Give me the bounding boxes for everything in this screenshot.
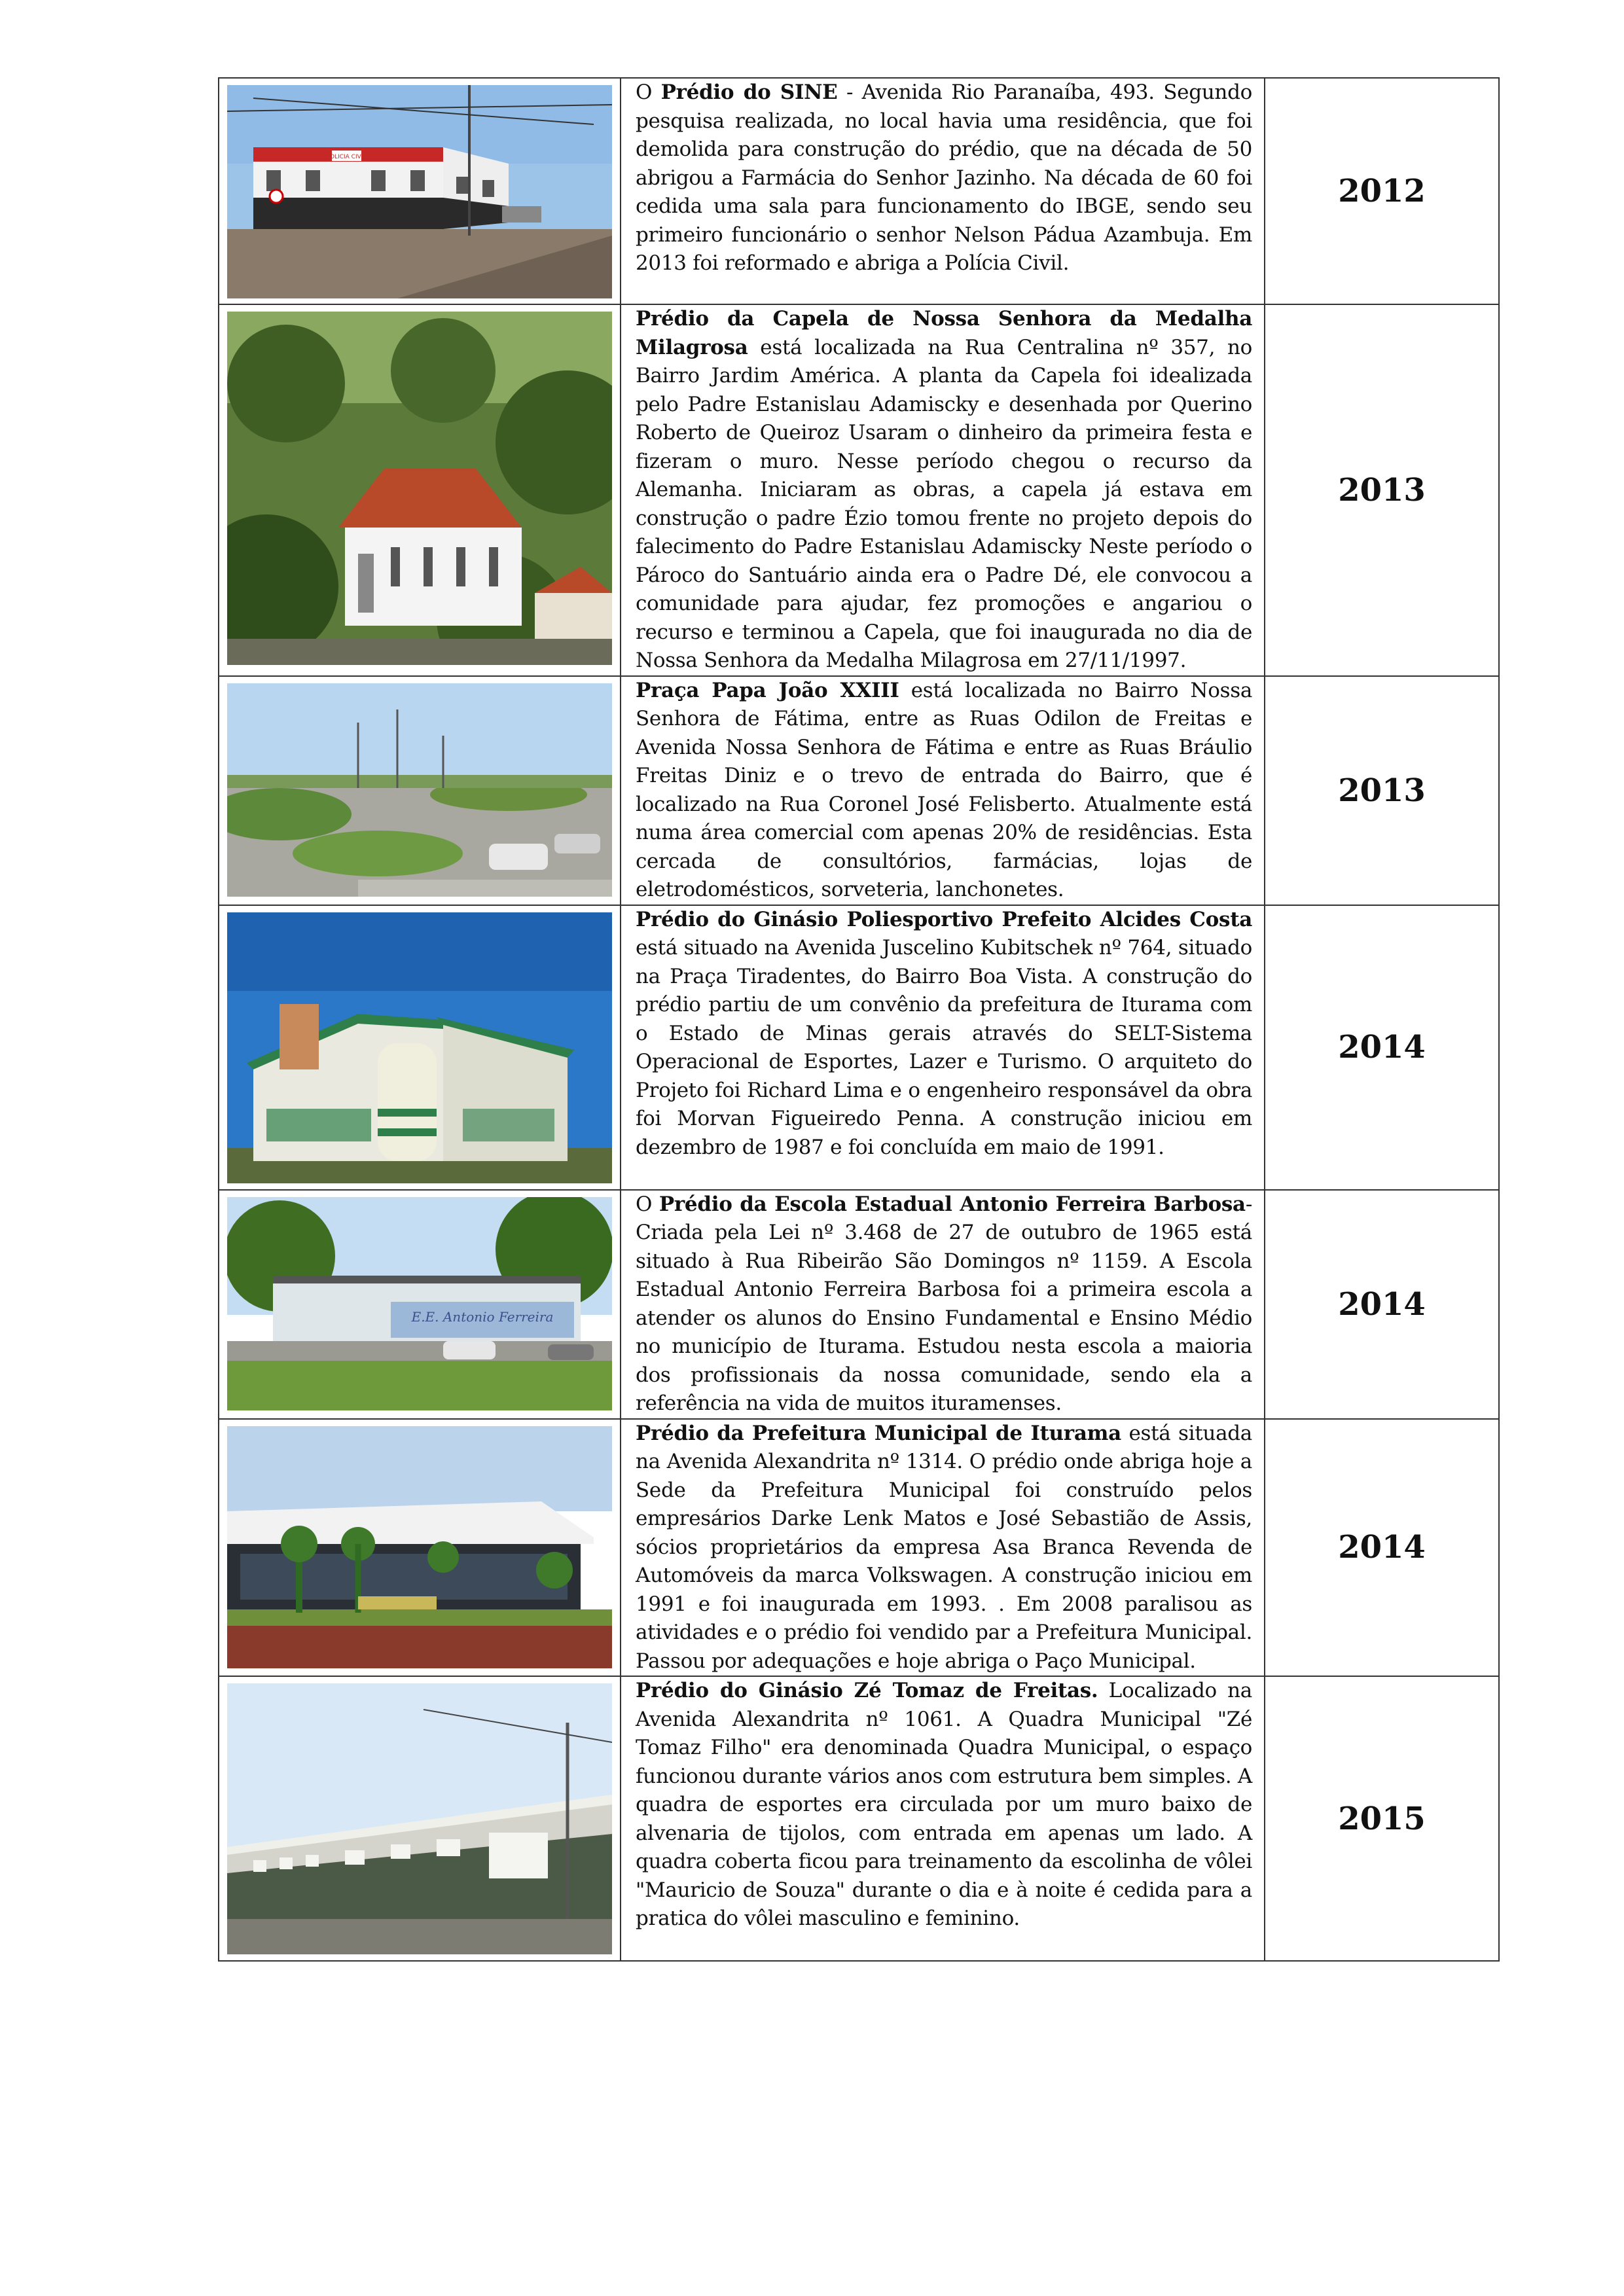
entry-title: Prédio do SINE (660, 81, 838, 104)
heritage-table (218, 77, 1500, 1962)
entry-title: Prédio da Prefeitura Municipal de Iturama (636, 1421, 1121, 1445)
entry-text: está situado na Avenida Juscelino Kubitschek nº 764, situado na Praça Tiradentes, do Bairro Boa Vista. A construção do prédio partiu de um convênio da prefeitura de Iturama com o Estado de Minas gerais através do SELT-Sistema Operacional de Esportes, Lazer e Turismo. O arquiteto do Projeto foi Richard Lima e o engenheiro responsável da obra foi Morvan Figueiredo Penna. A construção iniciou em dezembro de 1987 e foi concluída em maio de 1991. (636, 936, 1252, 1159)
entry-title: Prédio da Escola Estadual Antonio Ferreira Barbosa (659, 1192, 1246, 1216)
table-row (219, 1419, 1499, 1677)
photo-sign-text: POLICIA CIVIL (326, 154, 367, 160)
entry-text: Localizado na Avenida Alexandrita nº 1061. A Quadra Municipal "Zé Tomaz Filho" era denominada Quadra Municipal, o espaço funcionou durante vários anos com estrutura bem simples. A quadra de esportes era circulada por um muro baixo de alvenaria de tijolos, com entrada em apenas um lado. A quadra coberta ficou para treinamento da escolinha de vôlei "Mauricio de Souza" durante o dia e à noite é cedida para a pratica do vôlei masculino e feminino. (636, 1679, 1252, 1930)
photo-cell (219, 304, 621, 676)
entry-text: -Criada pela Lei nº 3.468 de 27 de outubro de 1965 está situado à Rua Ribeirão São Domingos nº 1159. A Escola Estadual Antonio Ferreira Barbosa foi a primeira escola a atender os alunos do Ensino Fundamental e Ensino Médio no município de Iturama. Estudou nesta escola a maioria dos profissionais da nossa comunidade, sendo ela a referência na vida de muitos ituramenses. (636, 1192, 1252, 1415)
photo-cell (219, 1190, 621, 1419)
photo-city-hall (227, 1426, 612, 1668)
table-row (219, 78, 1499, 304)
year-cell: 2014 (1265, 1190, 1499, 1419)
year-cell: 2012 (1265, 78, 1499, 304)
table-row (219, 676, 1499, 905)
entry-text: está localizada na Rua Centralina nº 357, no Bairro Jardim América. A planta da Capela foi idealizada pelo Padre Estanislau Adamiscky e desenhada por Querino Roberto de Queiroz Usaram o dinheiro da primeira festa e fizeram o muro. Nesse período chegou o recurso da Alemanha. Iniciaram as obras, a capela já estava em construção o padre Ézio tomou frente no projeto depois do falecimento do Padre Estanislau Adamiscky Neste período o Pároco do Santuário ainda era o Padre Dé, ele convocou a comunidade para ajudar, fez promoções e angariou o recurso e terminou a Capela, que foi inaugurada no dia de Nossa Senhora da Medalha Milagrosa em 27/11/1997. (636, 335, 1252, 672)
description-cell (621, 905, 1265, 1190)
entry-title: Prédio do Ginásio Zé Tomaz de Freitas. (636, 1679, 1098, 1702)
entry-text: está situada na Avenida Alexandrita nº 1314. O prédio onde abriga hoje a Sede da Prefeitura Municipal foi construído pelos empresários Darke Lenk Matos e José Sebastião de Assis, sócios proprietários da empresa Asa Branca Revenda de Automóveis da marca Volkswagen. A construção iniciou em 1991 e foi inaugurada em 1993. . Em 2008 paralisou as atividades e o prédio foi vendido par a Prefeitura Municipal. Passou por adequações e hoje abriga o Paço Municipal. (636, 1421, 1252, 1673)
photo-ze-tomaz-gym (227, 1683, 612, 1954)
description-cell (621, 304, 1265, 676)
entry-prefix: O (636, 1192, 659, 1216)
year-cell: 2015 (1265, 1676, 1499, 1961)
year-cell: 2014 (1265, 905, 1499, 1190)
description-cell (621, 1419, 1265, 1677)
table-row (219, 905, 1499, 1190)
photo-cell (219, 1419, 621, 1677)
table-row (219, 1676, 1499, 1961)
entry-title: Praça Papa João XXIII (636, 678, 899, 702)
description-cell (621, 1190, 1265, 1419)
year-cell: 2013 (1265, 676, 1499, 905)
photo-square (227, 683, 612, 897)
table-row (219, 1190, 1499, 1419)
year-cell: 2013 (1265, 304, 1499, 676)
year-cell: 2014 (1265, 1419, 1499, 1677)
entry-text: - Avenida Rio Paranaíba, 493. Segundo pesquisa realizada, no local havia uma residência, que foi demolida para construção do prédio, que na década de 50 abrigou a Farmácia do Senhor Jazinho. Na década de 60 foi cedida uma sala para funcionamento do IBGE, sendo seu primeiro funcionário o senhor Nelson Pádua Azambuja. Em 2013 foi reformado e abriga a Polícia Civil. (636, 81, 1252, 275)
description-cell (621, 676, 1265, 905)
photo-sign-text: E.E. Antonio Ferreira (411, 1308, 554, 1325)
entry-title: Prédio da Capela de Nossa Senhora da Medalha Milagrosa (636, 307, 1252, 359)
photo-cell (219, 1676, 621, 1961)
description-cell (621, 1676, 1265, 1961)
photo-cell (219, 905, 621, 1190)
entry-title: Prédio do Ginásio Poliesportivo Prefeito Alcides Costa (636, 907, 1252, 931)
photo-cell (219, 78, 621, 304)
photo-school (227, 1197, 612, 1410)
entry-prefix: O (636, 81, 661, 104)
description-cell (621, 78, 1265, 304)
photo-chapel (227, 312, 612, 665)
photo-sine-building (227, 85, 612, 298)
entry-text: está localizada no Bairro Nossa Senhora de Fátima, entre as Ruas Odilon de Freitas e Avenida Nossa Senhora de Fátima e entre as Ruas Bráulio Freitas Diniz e o trevo de entrada do Bairro, que é localizado na Rua Coronel José Felisberto. Atualmente está numa área comercial com apenas 20% de residências. Esta cercada de consultórios, farmácias, lojas de eletrodomésticos, sorveteria, lanchonetes. (636, 678, 1253, 901)
photo-sports-gym (227, 912, 612, 1183)
photo-cell (219, 676, 621, 905)
table-row (219, 304, 1499, 676)
